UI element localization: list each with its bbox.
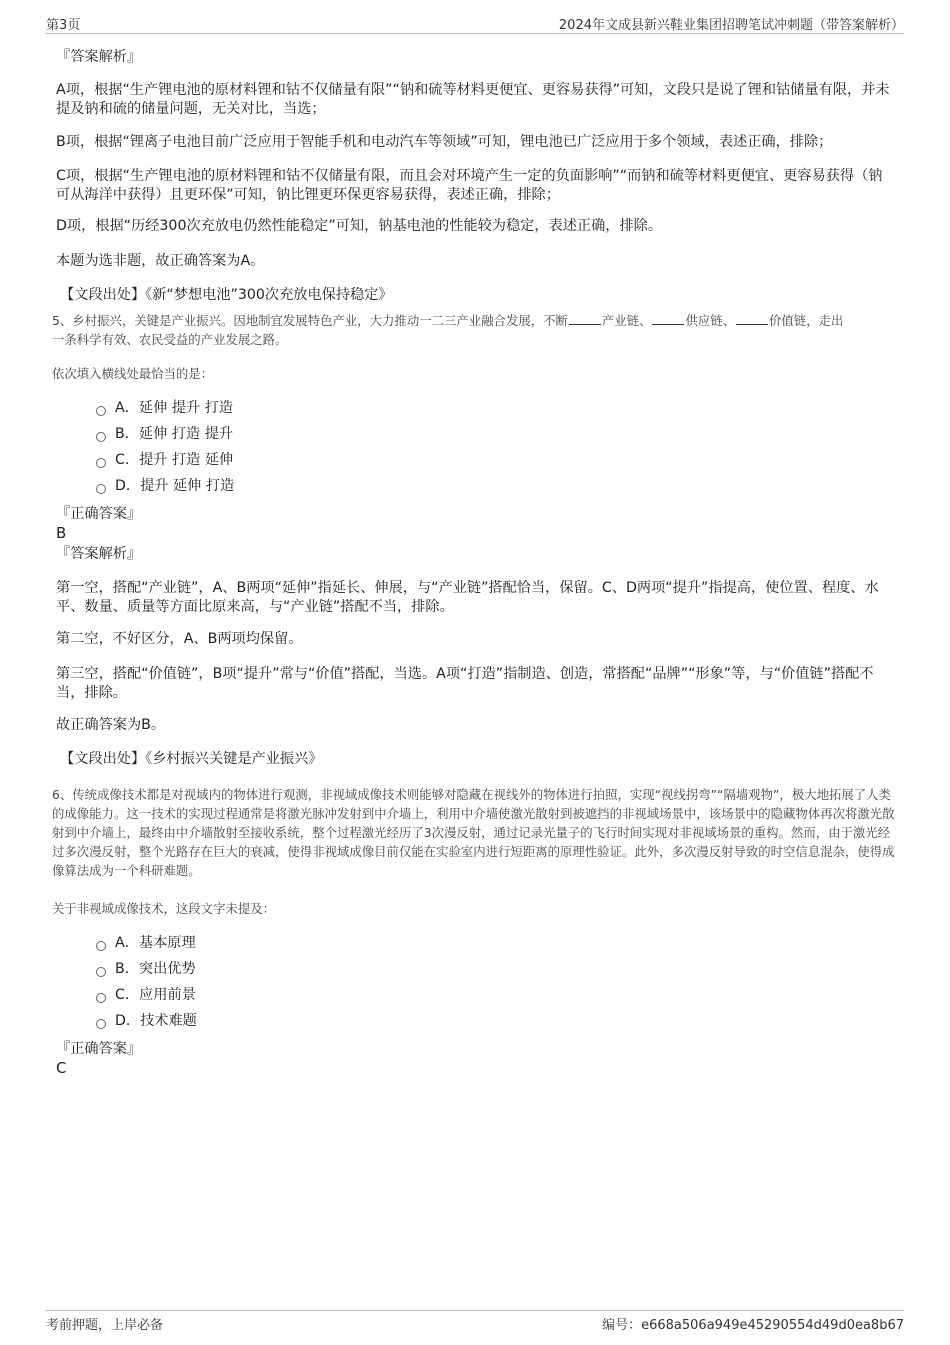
analysis-paragraph: C项，根据“生产锂电池的原材料锂和钴不仅储量有限，而且会对环境产生一定的负面影响”“而钠和硫等材料更便宜、更容易获得（钠可从海洋中获得）且更环保”可知，钠比锂更环保更容易获得，表述正确，排除； [56,168,883,203]
analysis-paragraph: B项，根据“锂离子电池目前广泛应用于智能手机和电动汽车等领域”可知，锂电池已广泛应用于多个领域，表述正确，排除； [56,134,833,150]
radio-icon[interactable] [96,993,106,1003]
correct-answer-label: 『正确答案』 [56,1041,142,1057]
radio-icon[interactable] [96,1019,106,1029]
radio-icon[interactable] [96,941,106,951]
analysis-conclusion: 本题为选非题，故正确答案为A。 [56,253,265,269]
source-citation: 【文段出处】《新“梦想电池”300次充放电保持稳定》 [60,287,393,303]
blank-3 [736,312,768,325]
option-c[interactable]: C．提升 打造 延伸 [96,451,233,470]
option-a[interactable]: A．延伸 提升 打造 [96,399,233,418]
question-prompt: 依次填入横线处最恰当的是： [52,366,214,381]
question-stem: 6、传统成像技术都是对视域内的物体进行观测，非视域成像技术则能够对隐藏在视线外的物体进行拍照，实现“视线拐弯”“隔墙观物”，极大地拓展了人类的成像能力。这一技术的实现过程通常是将激光脉冲发射到中介墙上，利用中介墙使激光散射到被遮挡的非视域场景中，该场景中的隐藏物体再次将激光散射到中介墙上，最终由中介墙散射至接收系统，整个过程激光经历了3次漫反射，通过记录光量子的飞行时间实现对非视域场景的重构。然而，由于激光经过多次漫反射，整个光路存在巨大的衰减，使得非视域成像目前仅能在实验室内进行短距离的原理性验证。此外，多次漫反射导致的时空信息混杂，使得成像算法成为一个科研难题。 [52,787,895,878]
question-stem: 5、乡村振兴，关键是产业振兴。因地制宜发展特色产业，大力推动一二三产业融合发展，不断 产业链、 供应链、 价值链，走出 一条科学有效、农民受益的产业发展之路。 [52,313,844,347]
analysis-conclusion: 故正确答案为B。 [56,717,166,733]
document-title: 2024年文成县新兴鞋业集团招聘笔试冲刺题（带答案解析） [558,18,904,33]
correct-answer-label: 『正确答案』 [56,506,142,522]
option-b[interactable]: B．突出优势 [96,960,196,979]
radio-icon[interactable] [96,484,106,494]
analysis-paragraph: A项，根据“生产锂电池的原材料锂和钴不仅储量有限”“钠和硫等材料更便宜、更容易获得”可知，文段只是说了锂和钴储量有限，并未提及钠和硫的储量问题，无关对比，当选； [56,82,890,117]
document-id: 编号：e668a506a949e45290554d49d0ea8b67 [602,1318,904,1333]
analysis-paragraph: 第一空，搭配“产业链”，A、B两项“延伸”指延长、伸展，与“产业链”搭配恰当，保留。C、D两项“提升”指提高，使位置、程度、水平、数量、质量等方面比原来高，与“产业链”搭配不当，排除。 [56,580,879,615]
option-c[interactable]: C．应用前景 [96,986,196,1005]
blank-2 [652,312,684,325]
question-prompt: 关于非视域成像技术，这段文字未提及： [52,901,276,916]
analysis-label: 『答案解析』 [56,546,142,562]
source-citation: 【文段出处】《乡村振兴关键是产业振兴》 [60,751,323,767]
correct-answer: B [56,524,67,542]
radio-icon[interactable] [96,432,106,442]
option-d[interactable]: D．技术难题 [96,1012,197,1031]
page-number: 第3页 [46,18,81,33]
radio-icon[interactable] [96,458,106,468]
analysis-paragraph: 第三空，搭配“价值链”，B项“提升”常与“价值”搭配，当选。A项“打造”指制造、创造，常搭配“品牌”“形象”等，与“价值链”搭配不当，排除。 [56,666,874,701]
analysis-paragraph: D项，根据“历经300次充放电仍然性能稳定”可知，钠基电池的性能较为稳定，表述正确，排除。 [56,218,663,234]
option-a[interactable]: A．基本原理 [96,934,196,953]
analysis-label: 『答案解析』 [56,49,142,65]
page-footer [46,1310,904,1333]
analysis-paragraph: 第二空，不好区分，A、B两项均保留。 [56,631,303,647]
radio-icon[interactable] [96,967,106,977]
correct-answer: C [56,1059,67,1077]
radio-icon[interactable] [96,406,106,416]
option-b[interactable]: B．延伸 打造 提升 [96,425,233,444]
blank-1 [569,312,601,325]
option-d[interactable]: D．提升 延伸 打造 [96,477,234,496]
footer-slogan: 考前押题，上岸必备 [46,1318,164,1333]
